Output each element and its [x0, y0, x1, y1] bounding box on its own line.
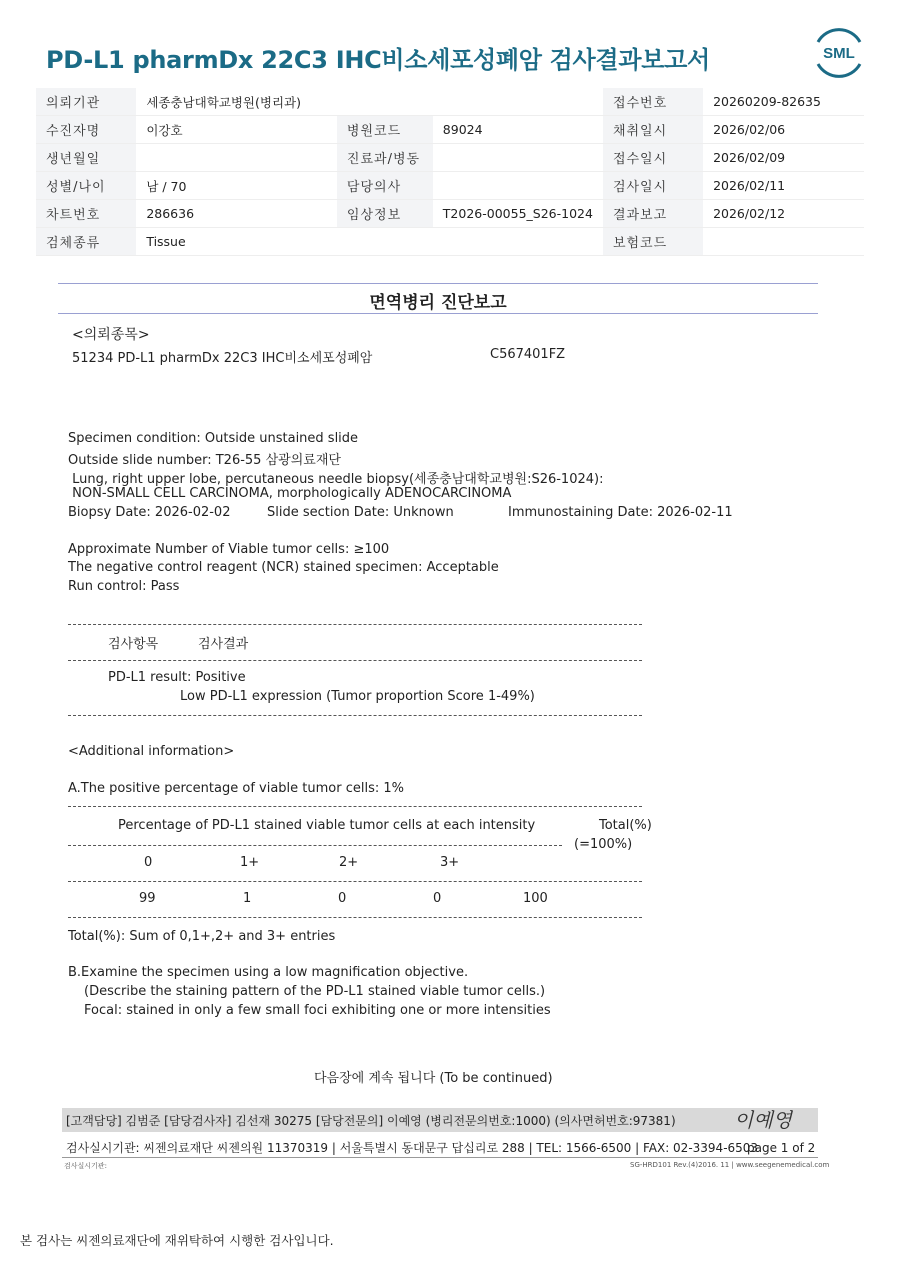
- qc-line-2: The negative control reagent (NCR) stained specimen: Acceptable: [68, 560, 499, 575]
- additional-heading: <Additional information>: [68, 744, 235, 759]
- report-date-label: 결과보고: [603, 200, 703, 228]
- divider: [68, 624, 642, 625]
- order-heading: <의뢰종목>: [72, 327, 150, 343]
- receipt-date-value: 2026/02/09: [703, 144, 864, 172]
- signature: 이예영: [734, 1108, 792, 1132]
- table-row: [36, 228, 864, 256]
- chart-value: 286636: [136, 200, 337, 228]
- disclaimer: 본 검사는 씨젠의료재단에 재위탁하여 시행한 검사입니다.: [20, 1233, 334, 1248]
- result-line: PD-L1 result: Positive: [108, 670, 246, 685]
- section-b-desc: (Describe the staining pattern of the PD-L1 stained viable tumor cells.): [84, 984, 546, 999]
- staff-line: [고객담당] 김범준 [담당검사자] 김선재 30275 [담당전문의] 이예영 (병리전문의번호:1000) (의사면허번호:97381): [66, 1114, 676, 1128]
- specimen-line-1: Specimen condition: Outside unstained slide: [68, 431, 359, 446]
- dept-label: 진료과/병동: [337, 144, 433, 172]
- intensity-value-3: 0: [433, 891, 442, 906]
- chart-label: 차트번호: [36, 200, 136, 228]
- hospital-code-label: 병원코드: [337, 116, 433, 144]
- small-left-note: 검사실시기관:: [64, 1162, 107, 1170]
- collect-date-value: 2026/02/06: [703, 116, 864, 144]
- intensity-value-0: 99: [139, 891, 156, 906]
- birth-value: [136, 144, 337, 172]
- clinical-label: 임상정보: [337, 200, 433, 228]
- sex-age-value: 남 / 70: [136, 172, 337, 200]
- biopsy-date: Biopsy Date: 2026-02-02: [68, 505, 231, 520]
- section-date: Slide section Date: Unknown: [267, 505, 454, 520]
- test-date-value: 2026/02/11: [703, 172, 864, 200]
- report-date-value: 2026/02/12: [703, 200, 864, 228]
- birth-label: 생년월일: [36, 144, 136, 172]
- svg-text:SML: SML: [823, 45, 855, 62]
- qc-line-1: Approximate Number of Viable tumor cells: ≥100: [68, 542, 390, 557]
- intensity-label-0: 0: [144, 855, 153, 870]
- section-a: A.The positive percentage of viable tumor cells: 1%: [68, 781, 405, 796]
- insurance-value: [703, 228, 864, 256]
- divider: [68, 660, 642, 661]
- total-note: (=100%): [574, 837, 633, 852]
- insurance-label: 보험코드: [603, 228, 703, 256]
- intensity-label-1: 1+: [240, 855, 260, 870]
- intensity-value-total: 100: [523, 891, 548, 906]
- patient-label: 수진자명: [36, 116, 136, 144]
- result-detail: Low PD-L1 expression (Tumor proportion Score 1-49%): [180, 689, 535, 704]
- intensity-value-2: 0: [338, 891, 347, 906]
- divider: [68, 806, 642, 807]
- sex-age-label: 성별/나이: [36, 172, 136, 200]
- receipt-date-label: 접수일시: [603, 144, 703, 172]
- divider: [68, 881, 642, 882]
- collect-date-label: 채취일시: [603, 116, 703, 144]
- intensity-label-2: 2+: [339, 855, 359, 870]
- intensity-label-3: 3+: [440, 855, 460, 870]
- heading-bottom-rule: [58, 313, 818, 314]
- col-result: 검사결과: [198, 637, 249, 652]
- footer-rule: [62, 1157, 818, 1158]
- table-row: [36, 200, 864, 228]
- continued-note: 다음장에 계속 됩니다 (To be continued): [314, 1071, 553, 1086]
- doctor-value: [433, 172, 603, 200]
- doctor-label: 담당의사: [337, 172, 433, 200]
- heading-top-rule: [58, 283, 818, 284]
- small-right-note: SG-HRD101 Rev.(4)2016. 11 | www.seegenemedical.com: [630, 1161, 830, 1169]
- table-row: [36, 116, 864, 144]
- institution-label: 의뢰기관: [36, 88, 136, 116]
- specimen-line-4: NON-SMALL CELL CARCINOMA, morphologically ADENOCARCINOMA: [68, 486, 512, 501]
- clinical-value: T2026-00055_S26-1024: [433, 200, 603, 228]
- page-number: page 1 of 2: [747, 1141, 816, 1155]
- institution-line: 검사실시기관: 씨젠의료재단 씨젠의원 11370319 | 서울특별시 동대문구 답십리로 288 | TEL: 1566-6500 | FAX: 02-3394-6503: [66, 1141, 759, 1155]
- divider: [68, 715, 642, 716]
- stain-date: Immunostaining Date: 2026-02-11: [508, 505, 733, 520]
- order-code: C567401FZ: [490, 347, 566, 362]
- total-footnote: Total(%): Sum of 0,1+,2+ and 3+ entries: [68, 929, 336, 944]
- qc-line-3: Run control: Pass: [68, 579, 180, 594]
- table-row: [36, 88, 864, 116]
- total-header: Total(%): [599, 818, 652, 833]
- patient-info-table: [36, 88, 864, 256]
- specimen-label: 검체종류: [36, 228, 136, 256]
- receipt-no-label: 접수번호: [603, 88, 703, 116]
- receipt-no-value: 20260209-82635: [703, 88, 864, 116]
- table-row: [36, 172, 864, 200]
- divider: [68, 845, 562, 846]
- specimen-line-2: Outside slide number: T26-55 삼광의료재단: [68, 453, 341, 468]
- institution-value: 세종충남대학교병원(병리과): [136, 88, 603, 116]
- report-heading: 면역병리 진단보고: [369, 293, 507, 313]
- specimen-line-3: Lung, right upper lobe, percutaneous needle biopsy(세종충남대학교병원:S26-1024):: [68, 472, 604, 487]
- divider: [68, 917, 642, 918]
- patient-value: 이강호: [136, 116, 337, 144]
- intensity-value-1: 1: [243, 891, 252, 906]
- report-title: PD-L1 pharmDx 22C3 IHC비소세포성폐암 검사결과보고서: [46, 46, 710, 74]
- order-item: 51234 PD-L1 pharmDx 22C3 IHC비소세포성폐암: [72, 351, 373, 366]
- section-b: B.Examine the specimen using a low magnification objective.: [68, 965, 469, 980]
- specimen-value: Tissue: [136, 228, 603, 256]
- hospital-code-value: 89024: [433, 116, 603, 144]
- col-item: 검사항목: [108, 637, 159, 652]
- sml-logo: [812, 28, 866, 78]
- table-row: [36, 144, 864, 172]
- test-date-label: 검사일시: [603, 172, 703, 200]
- intensity-header: Percentage of PD-L1 stained viable tumor cells at each intensity: [118, 818, 536, 833]
- dept-value: [433, 144, 603, 172]
- section-b-focal: Focal: stained in only a few small foci exhibiting one or more intensities: [84, 1003, 551, 1018]
